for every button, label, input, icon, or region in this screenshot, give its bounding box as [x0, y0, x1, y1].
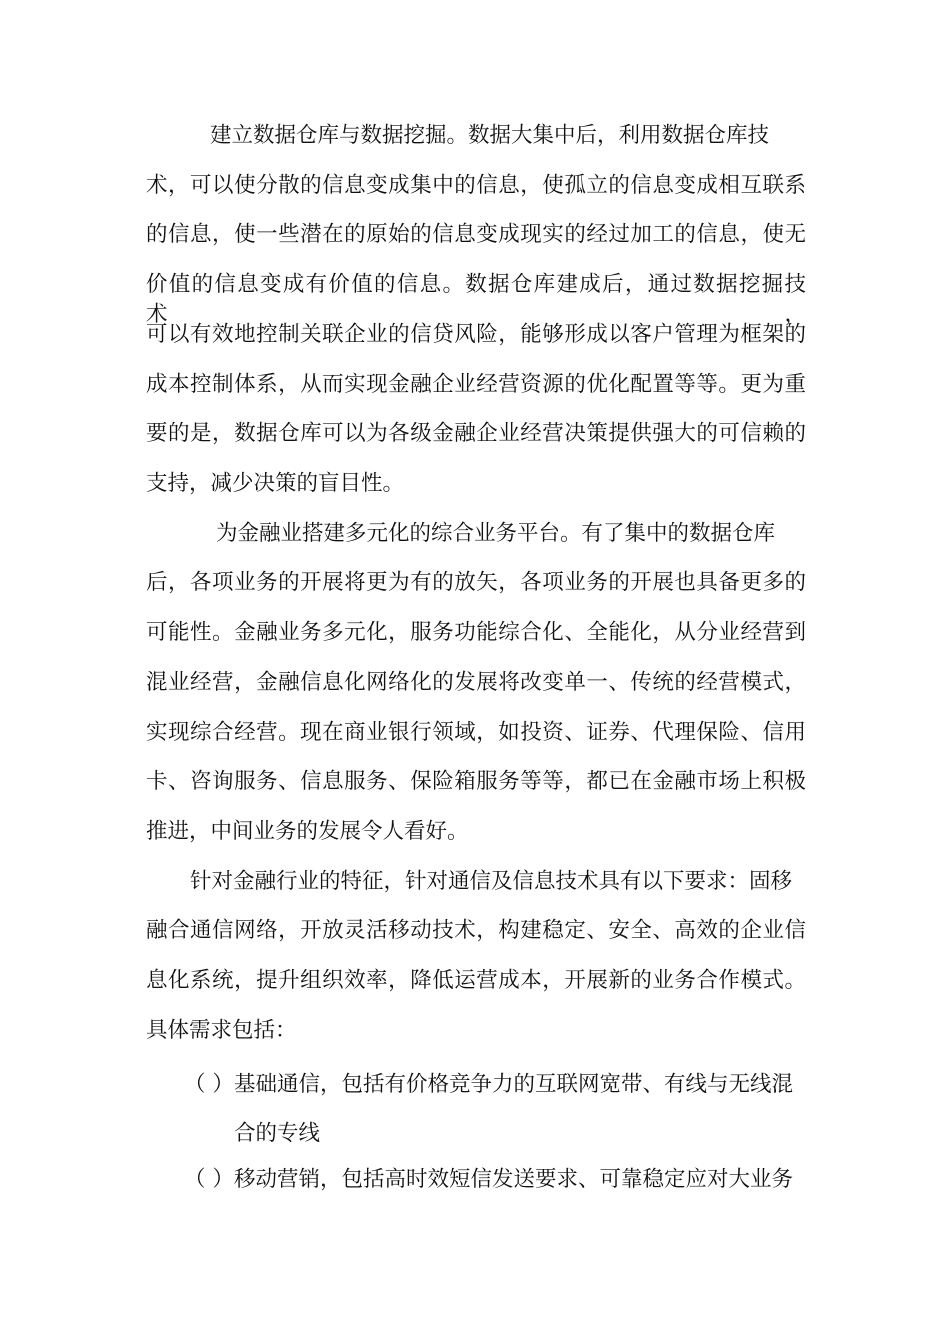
paragraph-line: 卡、咨询服务、信息服务、保险箱服务等等，都已在金融市场上积极 [146, 769, 806, 794]
paragraph-line: 可以有效地控制关联企业的信贷风险，能够形成以客户管理为框架的 [146, 322, 806, 347]
list-item-line: 基础通信，包括有价格竞争力的互联网宽带、有线与无线混 [234, 1072, 794, 1097]
paragraph-line: 实现综合经营。现在商业银行领域，如投资、证券、代理保险、信用 [146, 720, 806, 745]
paragraph-line: 术，可以使分散的信息变成集中的信息，使孤立的信息变成相互联系 [146, 173, 806, 198]
list-item-line: 合的专线 [234, 1121, 321, 1146]
paragraph-line: 融合通信网络，开放灵活移动技术，构建稳定、安全、高效的企业信 [146, 918, 806, 943]
paragraph-line: 建立数据仓库与数据挖掘。数据大集中后，利用数据仓库技 [210, 123, 770, 148]
list-marker: （ ） [184, 1167, 234, 1192]
list-marker: （ ） [184, 1072, 234, 1097]
paragraph-line: 针对金融行业的特征，针对通信及信息技术具有以下要求：固移 [190, 869, 793, 894]
paragraph-line: 息化系统，提升组织效率，降低运营成本，开展新的业务合作模式。 [146, 968, 806, 993]
paragraph-line: 支持，减少决策的盲目性。 [146, 471, 405, 496]
paragraph-line: 推进，中间业务的发展令人看好。 [146, 819, 469, 844]
paragraph-line: 为金融业搭建多元化的综合业务平台。有了集中的数据仓库 [216, 521, 776, 546]
paragraph-line: 可能性。金融业务多元化，服务功能综合化、全能化，从分业经营到 [146, 620, 806, 645]
paragraph-line: 价值的信息变成有价值的信息。数据仓库建成后，通过数据挖掘技术， [146, 272, 806, 327]
paragraph-line: 具体需求包括： [146, 1018, 297, 1043]
paragraph-line: 要的是，数据仓库可以为各级金融企业经营决策提供强大的可信赖的 [146, 421, 806, 446]
paragraph-line: 的信息，使一些潜在的原始的信息变成现实的经过加工的信息，使无 [146, 222, 806, 247]
paragraph-line: 后，各项业务的开展将更为有的放矢，各项业务的开展也具备更多的 [146, 570, 806, 595]
paragraph-line: 成本控制体系，从而实现金融企业经营资源的优化配置等等。更为重 [146, 372, 806, 397]
paragraph-line: 混业经营，金融信息化网络化的发展将改变单一、传统的经营模式， [146, 670, 806, 695]
list-item-line: 移动营销，包括高时效短信发送要求、可靠稳定应对大业务 [234, 1167, 794, 1192]
